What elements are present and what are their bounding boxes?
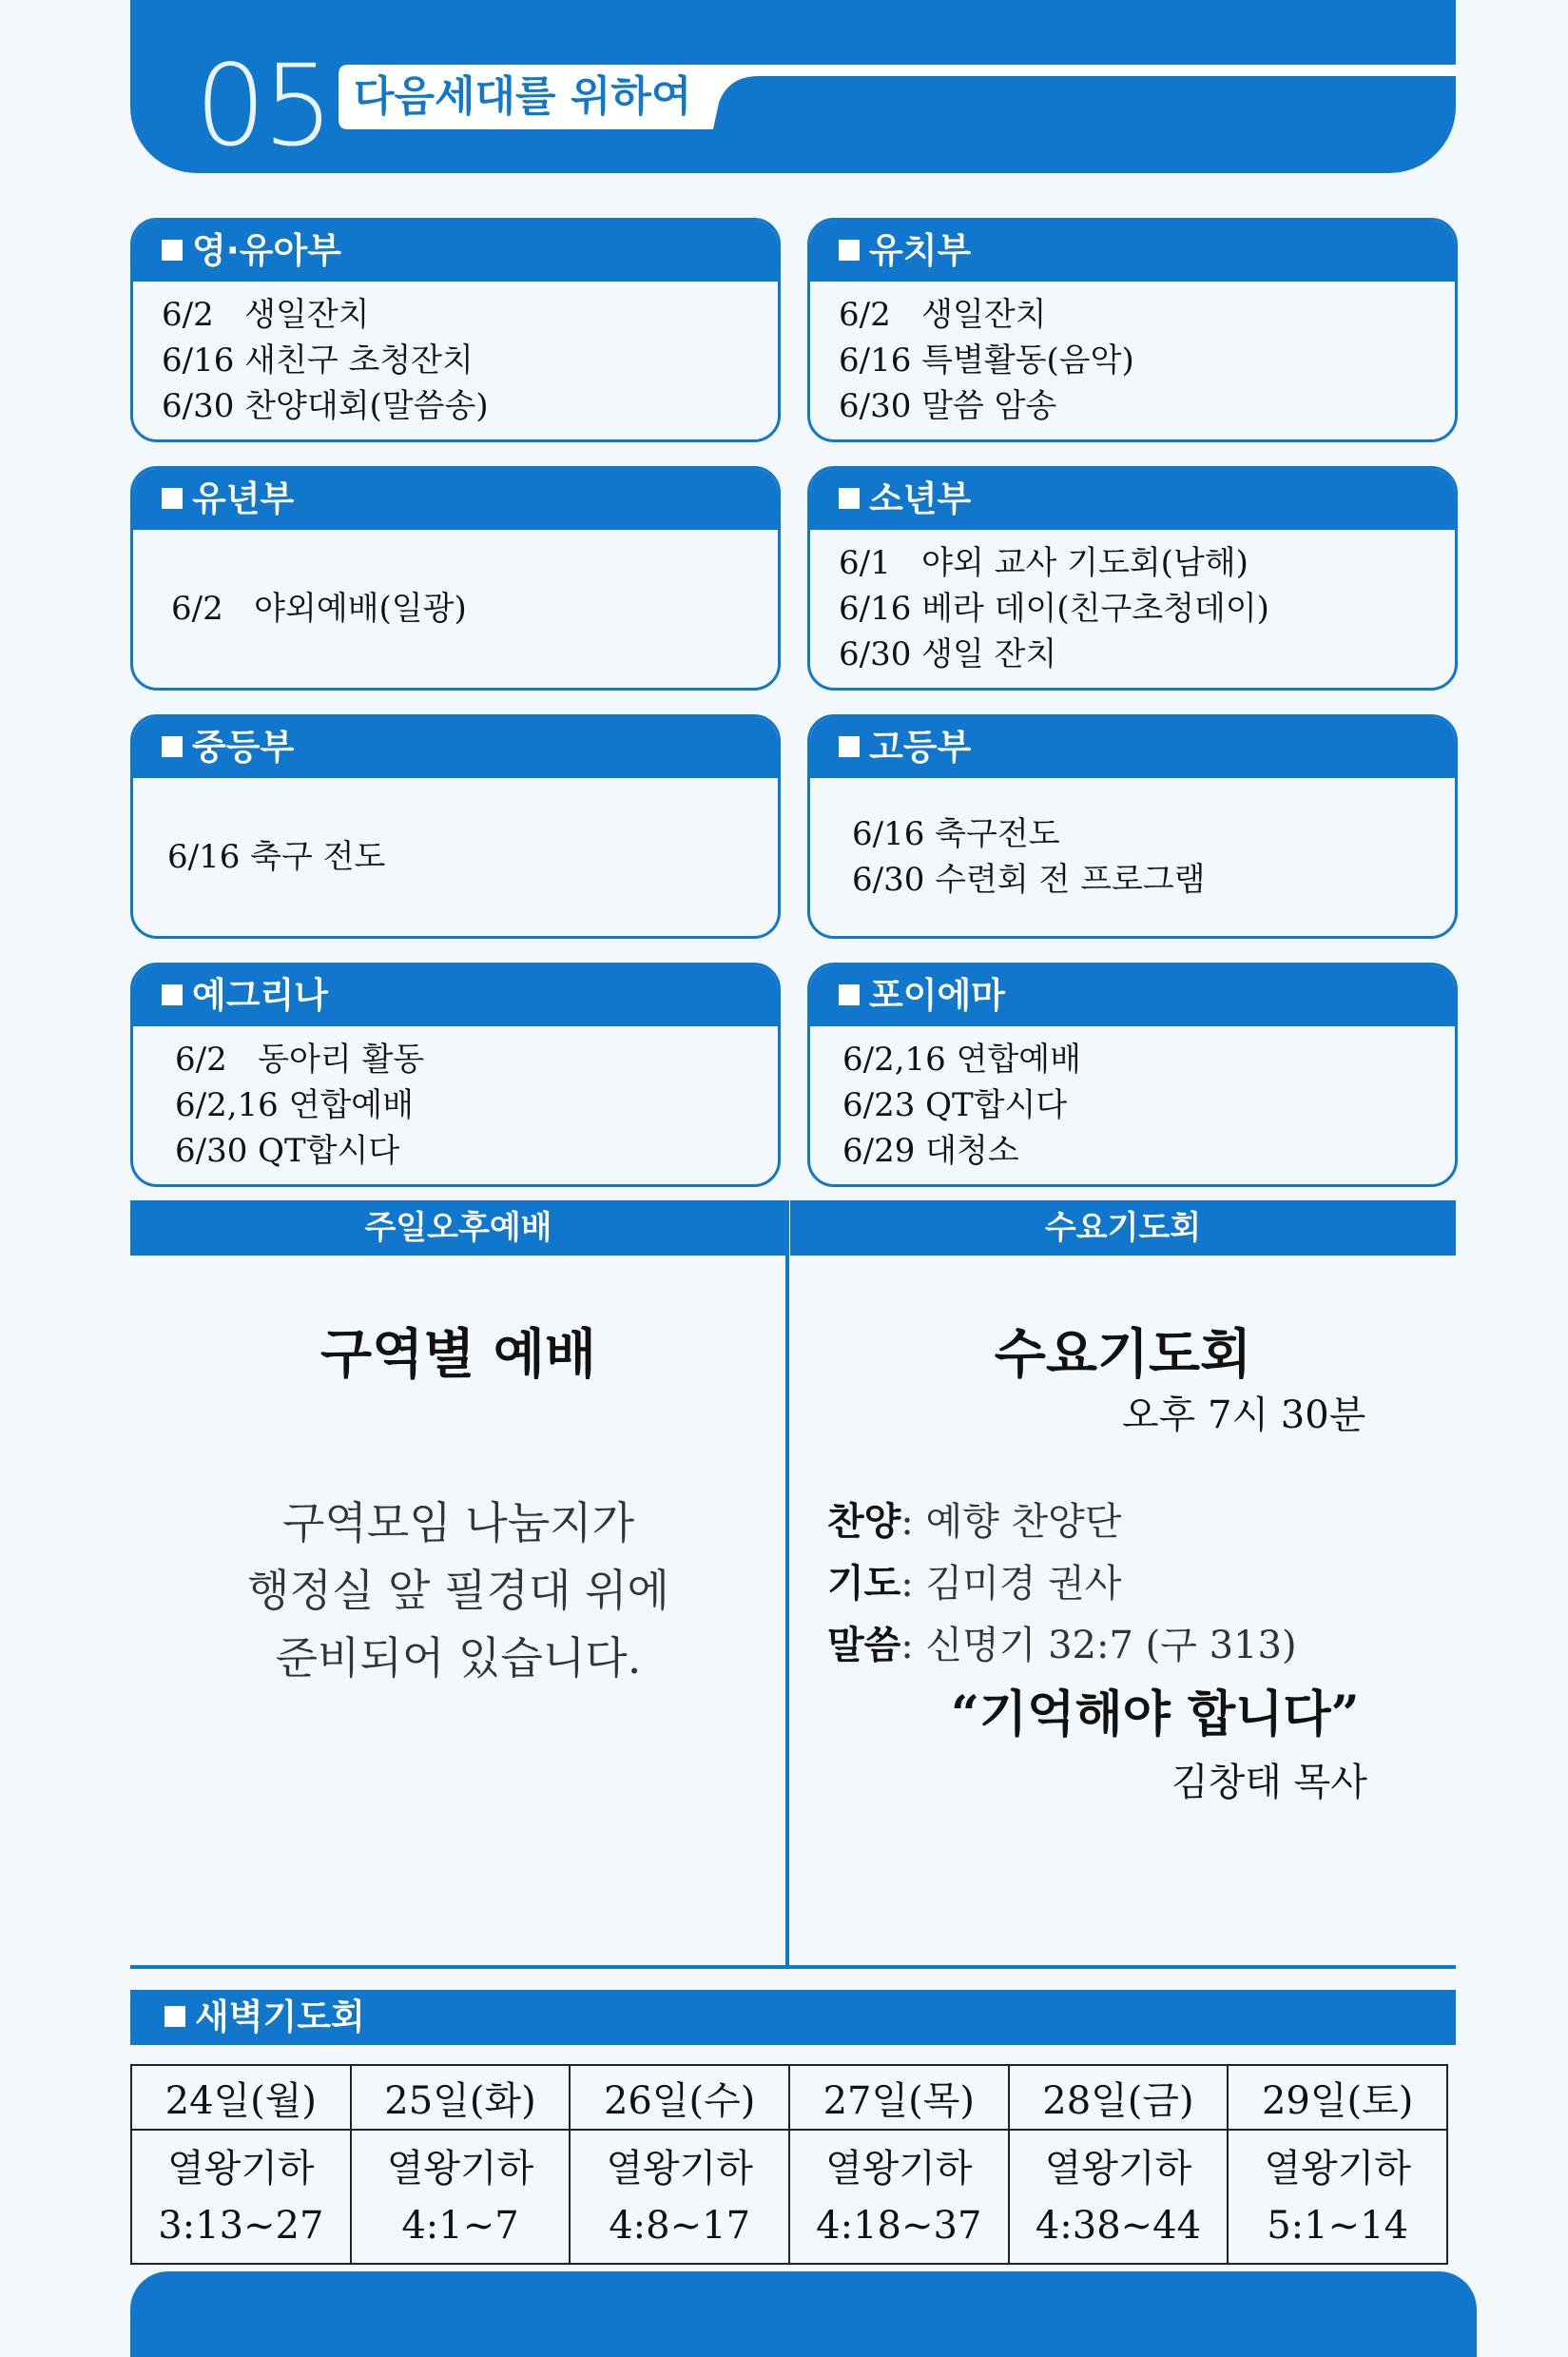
pastor-name: 김창태 목사	[1171, 1761, 1367, 1804]
sunday-service-bar: 주일오후예배	[130, 1200, 786, 1256]
square-icon	[839, 736, 860, 757]
section-number: 05	[195, 40, 331, 171]
dept-header: 포이에마	[810, 965, 1455, 1026]
wednesday-time: 오후 7시 30분	[1122, 1393, 1366, 1437]
square-icon	[162, 240, 183, 261]
schedule-line: 6/30 말씀 암송	[839, 387, 1057, 425]
square-icon	[162, 736, 183, 757]
sunday-note-line: 준비되어 있습니다.	[275, 1632, 642, 1684]
dept-box-kindergarten	[807, 218, 1458, 442]
dept-schedule	[171, 530, 768, 688]
dept-header: 중등부	[133, 717, 778, 778]
square-icon	[839, 240, 860, 261]
dept-schedule	[852, 778, 1445, 936]
dept-box-middle-school	[130, 714, 781, 939]
schedule-line: 6/30 생일 잔치	[839, 635, 1057, 673]
day-cell: 29일(토)	[1228, 2065, 1447, 2130]
dept-schedule	[167, 778, 768, 936]
schedule-line: 6/2 생일잔치	[162, 296, 370, 334]
schedule-line: 6/30 수련회 전 프로그램	[852, 861, 1206, 899]
schedule-line: 6/29 대청소	[842, 1132, 1019, 1170]
dept-box-infant	[130, 218, 781, 442]
dept-header: 소년부	[810, 469, 1455, 530]
square-icon	[165, 2006, 185, 2027]
dawn-prayer-table	[130, 2064, 1448, 2265]
day-cell: 27일(목)	[789, 2065, 1009, 2130]
table-row	[131, 2065, 1447, 2130]
dept-header: 유년부	[133, 469, 778, 530]
dept-schedule	[839, 530, 1445, 688]
dept-header: 고등부	[810, 717, 1455, 778]
dept-box-boys	[807, 466, 1458, 691]
page-title: 다음세대를 위하여	[354, 72, 692, 121]
dept-schedule	[839, 282, 1445, 439]
schedule-line: 6/1 야외 교사 기도회(남해)	[839, 544, 1249, 582]
schedule-line: 6/30 찬양대회(말씀송)	[162, 387, 489, 425]
day-cell: 26일(수)	[570, 2065, 789, 2130]
reading-cell: 열왕기하 4:1~7	[351, 2130, 571, 2264]
reading-cell: 열왕기하 5:1~14	[1228, 2130, 1447, 2264]
square-icon	[162, 984, 183, 1005]
schedule-line: 6/16 특별활동(음악)	[839, 341, 1134, 380]
schedule-line: 6/23 QT합시다	[842, 1086, 1068, 1124]
dept-box-poiema	[807, 963, 1458, 1187]
wednesday-prayer-row: 기도: 김미경 권사	[827, 1561, 1122, 1606]
reading-cell: 열왕기하 4:18~37	[789, 2130, 1009, 2264]
schedule-line: 6/2 동아리 활동	[175, 1041, 425, 1079]
table-row	[131, 2130, 1447, 2264]
schedule-line: 6/16 새친구 초청잔치	[162, 341, 474, 380]
reading-cell: 열왕기하 4:8~17	[570, 2130, 789, 2264]
footer-band	[130, 2271, 1477, 2357]
day-cell: 28일(금)	[1009, 2065, 1229, 2130]
day-cell: 24일(월)	[131, 2065, 351, 2130]
sunday-note-line: 행정실 앞 필경대 위에	[247, 1565, 669, 1616]
section-bottom-rule	[130, 1965, 1456, 1969]
square-icon	[162, 488, 183, 509]
schedule-line: 6/16 축구 전도	[167, 838, 386, 876]
schedule-line: 6/2 야외예배(일광)	[171, 590, 467, 628]
reading-cell: 열왕기하 3:13~27	[131, 2130, 351, 2264]
wednesday-title: 수요기도회	[994, 1323, 1252, 1386]
square-icon	[839, 984, 860, 1005]
schedule-line: 6/2 생일잔치	[839, 296, 1047, 334]
dept-header: 예그리나	[133, 965, 778, 1026]
dept-box-children	[130, 466, 781, 691]
schedule-line: 6/30 QT합시다	[175, 1132, 400, 1170]
dept-header: 영·유아부	[133, 221, 778, 282]
schedule-line: 6/2,16 연합예배	[842, 1041, 1081, 1079]
wednesday-praise-row: 찬양: 예향 찬양단	[827, 1499, 1122, 1544]
schedule-line: 6/2,16 연합예배	[175, 1086, 414, 1124]
day-cell: 25일(화)	[351, 2065, 571, 2130]
dept-schedule	[842, 1026, 1445, 1184]
dept-schedule	[162, 282, 768, 439]
dept-box-yegrina	[130, 963, 781, 1187]
dawn-prayer-bar: 새벽기도회	[130, 1990, 1456, 2045]
sermon-title: “기억해야 합니다”	[951, 1685, 1360, 1743]
dept-box-high-school	[807, 714, 1458, 939]
schedule-line: 6/16 베라 데이(친구초청데이)	[839, 590, 1269, 628]
dept-schedule	[175, 1026, 768, 1184]
sunday-title: 구역별 예배	[320, 1323, 596, 1386]
wednesday-service-bar: 수요기도회	[790, 1200, 1456, 1256]
wednesday-sermon-row: 말씀: 신명기 32:7 (구 313)	[827, 1623, 1297, 1667]
reading-cell: 열왕기하 4:38~44	[1009, 2130, 1229, 2264]
dept-header: 유치부	[810, 221, 1455, 282]
schedule-line: 6/16 축구전도	[852, 815, 1060, 853]
sunday-note-line: 구역모임 나눔지가	[281, 1497, 635, 1549]
square-icon	[839, 488, 860, 509]
